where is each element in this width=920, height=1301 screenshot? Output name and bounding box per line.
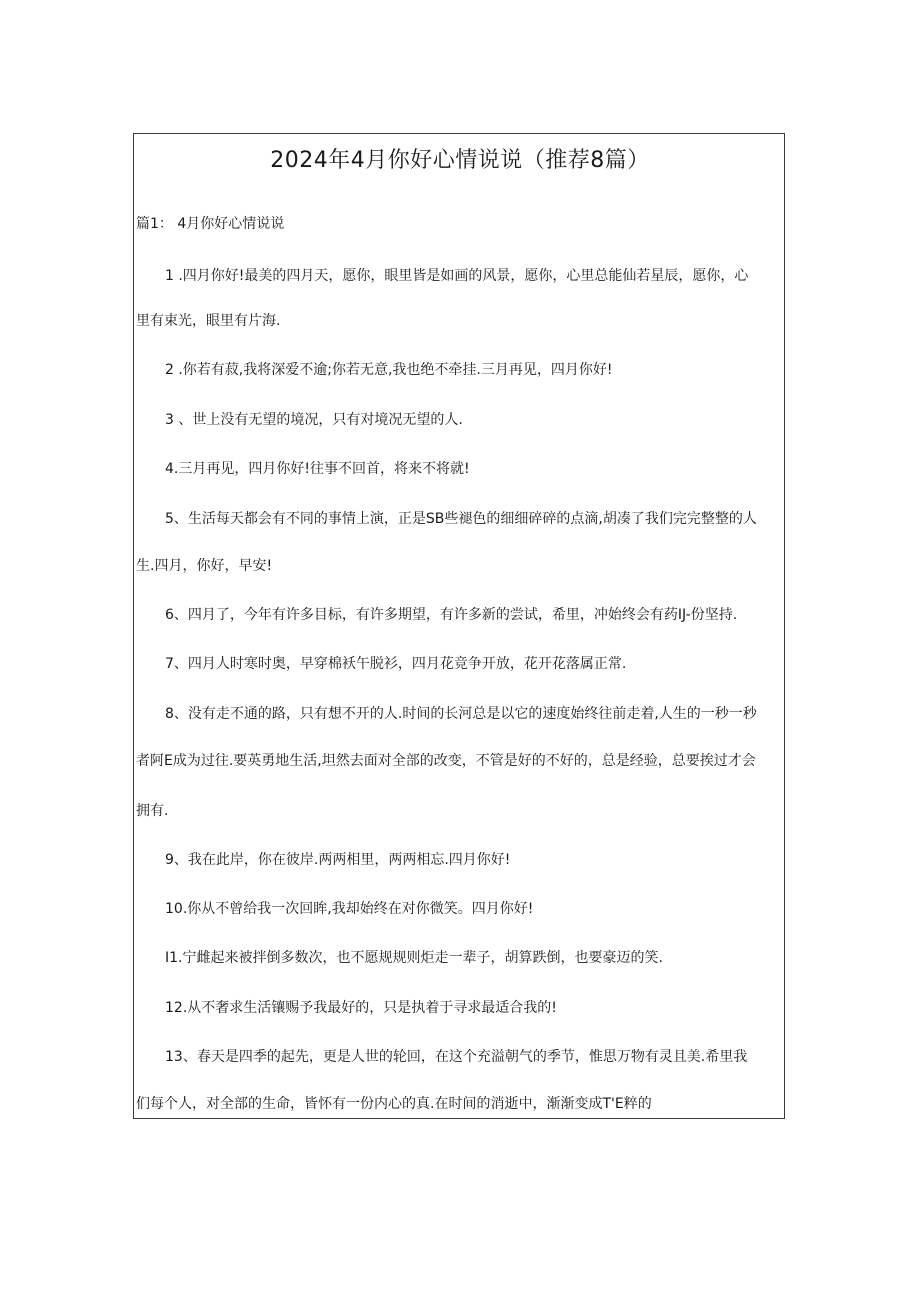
text-line: 7、四月人时寒时奥，早穿棉袄午脱衫，四月花竞争开放，花开花落属正常. bbox=[165, 656, 627, 672]
text-line: 2 .你若有菽,我将深爱不逾;你若无意,我也绝不牵挂.三月再见，四月你好! bbox=[165, 362, 613, 378]
text-line: 9、我在此岸，你在彼岸.两两相里，两两相忘.四月你好! bbox=[165, 852, 511, 868]
text-line: 12.从不奢求生活镶赐予我最好的，只是执着于寻求最适合我的! bbox=[165, 1000, 557, 1016]
text-line: 5、生活每天都会有不同的事情上演，正是SB些褪色的细细碎碎的点滴,胡凑了我们完完整整的人 bbox=[165, 511, 757, 527]
text-line: 10.你从不曾给我一次回眸,我却始终在对你微笑。四月你好! bbox=[165, 901, 534, 917]
text-line: 生.四月，你好，早安! bbox=[136, 558, 273, 574]
text-line: 4.三月再见，四月你好!往事不回首，将来不将就! bbox=[165, 461, 470, 477]
text-line: 3 、世上没有无望的境况，只有对境况无望的人. bbox=[165, 412, 463, 428]
document-title: 2024年4月你好心情说说（推荐8篇） bbox=[270, 148, 650, 173]
text-line: 们每个人，对全部的生命，皆怀有一份内心的真.在时间的消逝中，渐渐变成T'E粹的 bbox=[136, 1096, 652, 1112]
text-line: I1.宁雌起来被拌倒多数次，也不愿规规则炬走一辈子，胡算跌倒，也要豪迈的笑. bbox=[165, 950, 663, 966]
text-line: 1 .四月你好!最美的四月天，愿你，眼里皆是如画的风景，愿你，心里总能仙若星辰，愿你，心 bbox=[165, 268, 749, 284]
text-line: 者阿E成为过往.要英勇地生活,坦然去面对全部的改变，不管是好的不好的，总是经验，总要挨过才会 bbox=[136, 753, 756, 769]
text-line: 拥有. bbox=[136, 803, 169, 819]
text-line: 里有束光，眼里有片海. bbox=[136, 313, 281, 329]
text-line: 8、没有走不通的路，只有想不开的人.时间的长河总是以它的速度始终往前走着,人生的一秒一秒 bbox=[165, 706, 757, 722]
text-line: 6、四月了，今年有许多目标，有许多期望，有许多新的尝试，希里，冲始终会有药IJ-份坚持. bbox=[165, 607, 738, 623]
text-line: 13、春天是四季的起先，更是人世的轮回，在这个充溢朝气的季节，惟思万物有灵且美.希里我 bbox=[165, 1049, 748, 1065]
section-heading: 篇1： 4月你好心情说说 bbox=[136, 216, 285, 232]
